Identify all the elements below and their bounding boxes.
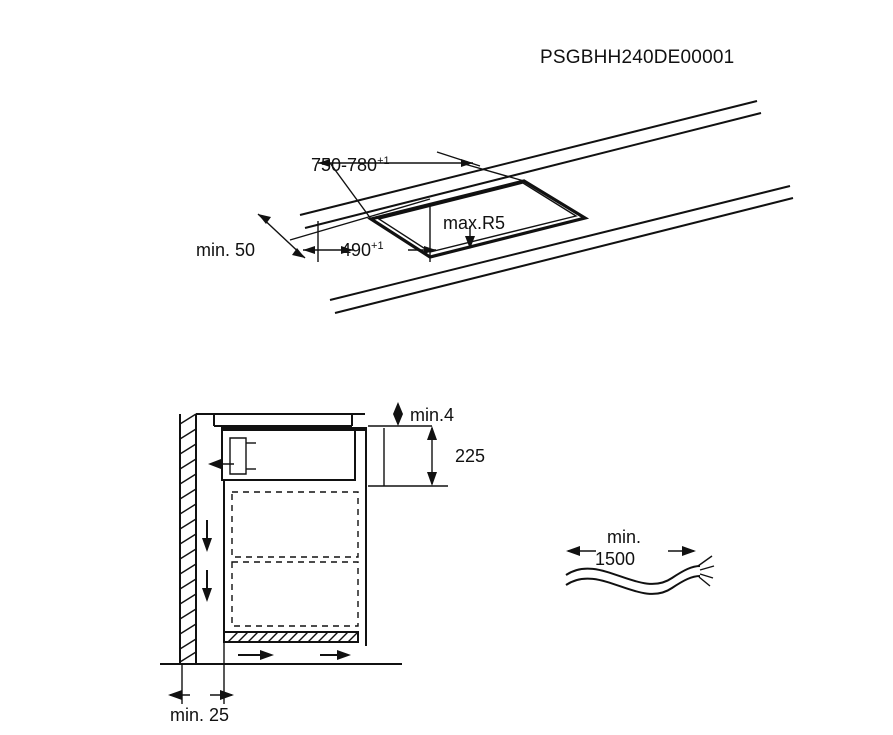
cabinet-upper-dashed <box>232 492 358 557</box>
airflow-arrows-vertical <box>202 520 212 602</box>
arrow-up-min4 <box>393 402 403 414</box>
leader-width-extra <box>437 152 480 166</box>
side-section-group <box>160 402 448 704</box>
dimension-label-cable-length: 1500 <box>595 549 636 569</box>
hob-glass-plate <box>222 428 366 430</box>
cable-wire-ends <box>698 556 714 586</box>
arrow-right-cable <box>682 546 696 556</box>
wall-hatching <box>180 414 196 662</box>
dimension-min25 <box>168 640 234 704</box>
arrow-hob-left <box>208 459 221 469</box>
document-code: PSGBHH240DE00001 <box>540 47 735 68</box>
dimension-label-corner-radius: max.R5 <box>443 213 506 233</box>
dimension-225 <box>368 426 448 486</box>
arrow-up-225 <box>427 426 437 440</box>
dimension-label-cable-min: min. <box>607 527 642 547</box>
airflow-arrows-horizontal <box>238 650 351 660</box>
dimension-label-appliance-height: 225 <box>455 446 486 466</box>
arrow-left-depth <box>303 246 315 254</box>
cable-line-lower <box>566 576 700 594</box>
dimension-label-cutout-depth: $490^{+1}$ <box>341 240 384 260</box>
dimension-label-min4: min.4 <box>410 405 455 425</box>
arrow-right-min25 <box>220 690 234 700</box>
arrow-up-min50 <box>258 214 271 224</box>
arrow-left-cable <box>566 546 580 556</box>
dimension-label-rear-clearance: min. 50 <box>196 240 256 260</box>
hob-connection-box <box>230 438 246 474</box>
cabinet-lower-dashed <box>232 562 358 626</box>
dimension-label-min25: min. 25 <box>170 705 230 725</box>
arrow-down-225 <box>427 472 437 486</box>
cable-view-group <box>566 546 714 594</box>
arrow-down-min4 <box>393 414 403 426</box>
arrow-left-min25 <box>168 690 182 700</box>
dimension-label-cutout-width: $750-780^{+1}$ <box>311 155 390 175</box>
plinth-hatching <box>228 632 358 642</box>
worktop-perspective-group <box>300 101 793 313</box>
plinth-band <box>224 632 358 642</box>
worktop-front-edge-line-2 <box>335 198 793 313</box>
